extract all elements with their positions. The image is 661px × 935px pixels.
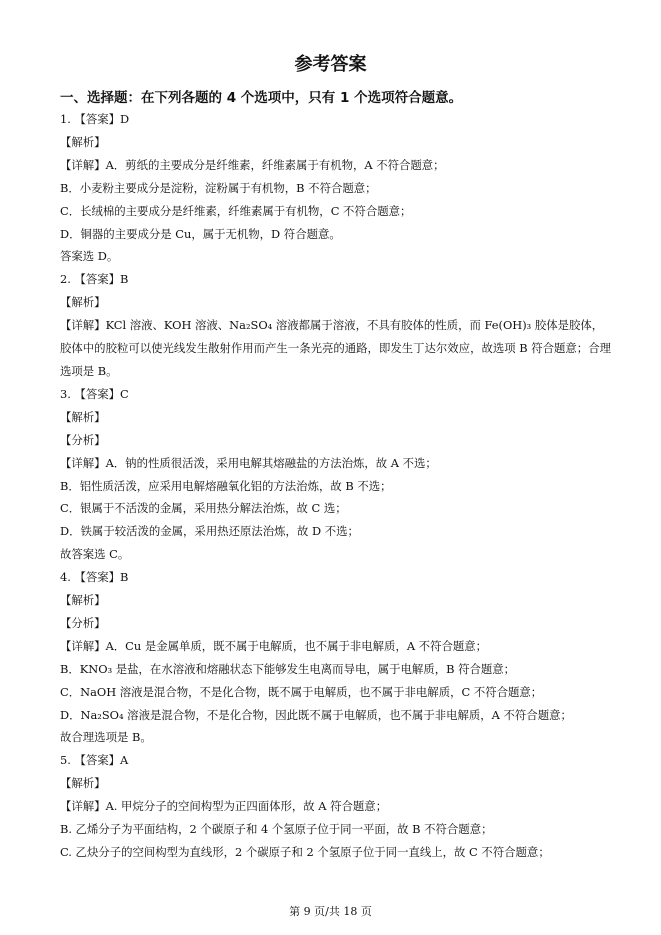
- text-line: 【解析】: [60, 776, 106, 791]
- text-paragraph: 【详解】KCl 溶液、KOH 溶液、Na₂SO₄ 溶液都属于溶液，不具有胶体的性质，而 Fe(OH)₃ 胶体是胶体，胶体中的胶粒可以使光线发生散射作用而产生一条光亮的通路，即发生丁达尔效应，故选项 B 符合题意；合理选项是 B。: [60, 318, 611, 378]
- text-line: 2. 【答案】B: [60, 272, 129, 287]
- page-number: 第 9 页/共 18 页: [289, 905, 372, 918]
- text-line: 4. 【答案】B: [60, 570, 129, 585]
- text-line: B．铝性质活泼，应采用电解熔融氧化铝的方法治炼，故 B 不选；: [60, 478, 392, 493]
- section-heading: 一、选择题：在下列各题的 4 个选项中，只有 1 个选项符合题意。: [60, 90, 463, 106]
- text-line: 故合理选项是 B。: [60, 730, 152, 745]
- text-line: 【解析】: [60, 593, 106, 608]
- text-line: 【解析】: [60, 295, 106, 310]
- text-line: 【分析】: [60, 432, 106, 447]
- text-line: D．铜器的主要成分是 Cu，属于无机物，D 符合题意。: [60, 226, 341, 241]
- text-line: C．长绒棉的主要成分是纤维素，纤维素属于有机物，C 不符合题意；: [60, 203, 412, 218]
- text-line: 【详解】A. 甲烷分子的空间构型为正四面体形，故 A 符合题意；: [60, 799, 388, 814]
- text-line: B．小麦粉主要成分是淀粉，淀粉属于有机物，B 不符合题意；: [60, 180, 377, 195]
- text-line: 【详解】A．Cu 是金属单质，既不属于电解质，也不属于非电解质，A 不符合题意；: [60, 638, 488, 653]
- text-line: 1. 【答案】D: [60, 112, 130, 126]
- text-line: 答案选 D。: [60, 249, 119, 264]
- text-line: 【解析】: [60, 134, 106, 149]
- text-line: 5. 【答案】A: [60, 753, 129, 768]
- text-line: 【分析】: [60, 615, 106, 630]
- text-line: 【详解】A．剪纸的主要成分是纤维素，纤维素属于有机物，A 不符合题意；: [60, 157, 445, 172]
- text-line: 【解析】: [60, 409, 106, 424]
- text-line: C. 乙炔分子的空间构型为直线形，2 个碳原子和 2 个氢原子位于同一直线上，故 C 不符合题意；: [60, 845, 550, 859]
- page-title: 参考答案: [294, 54, 367, 75]
- text-line: 故答案选 C。: [60, 547, 130, 562]
- text-line: C．银属于不活泼的金属，采用热分解法治炼，故 C 选；: [60, 501, 347, 516]
- text-line: B. 乙烯分子为平面结构，2 个碳原子和 4 个氢原子位于同一平面，故 B 不符合题意；: [60, 822, 493, 837]
- text-line: D．铁属于较活泼的金属，采用热还原法治炼，故 D 不选；: [60, 524, 359, 539]
- text-line: C．NaOH 溶液是混合物，不是化合物，既不属于电解质，也不属于非电解质，C 不符合题意；: [60, 684, 543, 699]
- text-line: D．Na₂SO₄ 溶液是混合物，不是化合物，因此既不属于电解质，也不属于非电解质，A 不符合题意；: [60, 707, 572, 722]
- text-line: 【详解】A．钠的性质很活泼，采用电解其熔融盐的方法治炼，故 A 不选；: [60, 455, 437, 470]
- text-line: 3. 【答案】C: [60, 386, 129, 401]
- text-line: B．KNO₃ 是盐，在水溶液和熔融状态下能够发生电离而导电，属于电解质，B 符合题意；: [60, 661, 516, 676]
- answer-content: [60, 108, 612, 864]
